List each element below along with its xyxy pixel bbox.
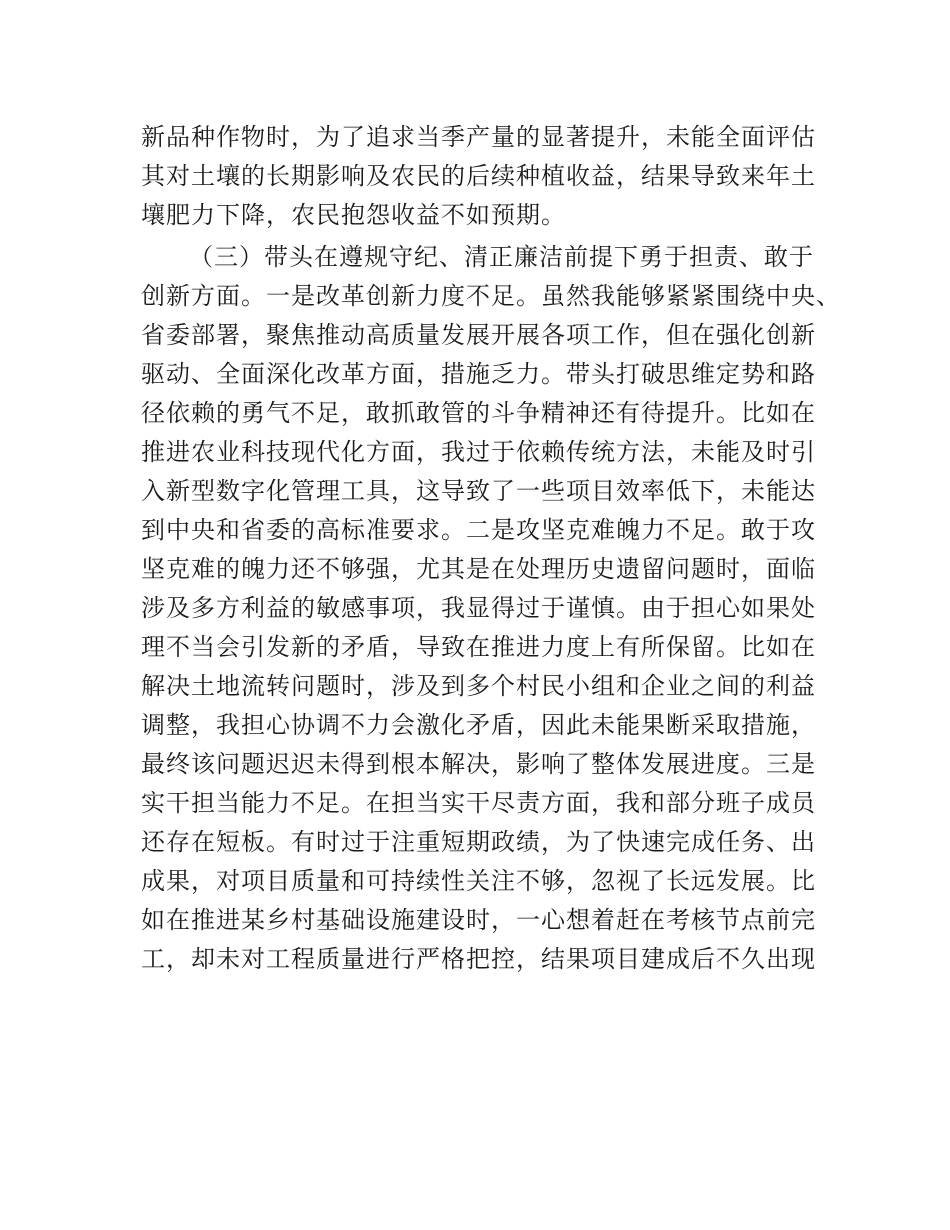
paragraph-continuation [141,118,816,235]
text-line: 壤肥力下降，农民抱怨收益不如预期。 [141,201,566,229]
text-line: 涉及多方利益的敏感事项，我显得过于谨慎。由于担心如果处 [141,594,816,622]
text-line: 省委部署，聚焦推动高质量发展开展各项工作，但在强化创新 [141,321,816,349]
text-line: 驱动、全面深化改革方面，措施乏力。带头打破思维定势和路 [141,360,816,388]
text-line: 最终该问题迟迟未得到根本解决，影响了整体发展进度。三是 [141,750,816,778]
text-line: 实干担当能力不足。在担当实干尽责方面，我和部分班子成员 [141,789,816,817]
paragraph-section-three [141,238,841,979]
text-line: 调整，我担心协调不力会激化矛盾，因此未能果断采取措施， [141,711,816,739]
text-line: 如在推进某乡村基础设施建设时，一心想着赶在考核节点前完 [141,906,816,934]
text-line: 坚克难的魄力还不够强，尤其是在处理历史遗留问题时，面临 [141,555,816,583]
text-line: 入新型数字化管理工具，这导致了一些项目效率低下，未能达 [141,477,816,505]
text-line: 到中央和省委的高标准要求。二是攻坚克难魄力不足。敢于攻 [141,516,816,544]
text-line: 工，却未对工程质量进行严格把控，结果项目建成后不久出现 [141,945,816,973]
text-line: 新品种作物时，为了追求当季产量的显著提升，未能全面评估 [141,123,816,151]
text-line: 径依赖的勇气不足，敢抓敢管的斗争精神还有待提升。比如在 [141,399,816,427]
text-line: 成果，对项目质量和可持续性关注不够，忽视了长远发展。比 [141,867,816,895]
text-line: 理不当会引发新的矛盾，导致在推进力度上有所保留。比如在 [141,633,816,661]
text-line: 解决土地流转问题时，涉及到多个村民小组和企业之间的利益 [141,672,816,700]
text-line: 创新方面。一是改革创新力度不足。虽然我能够紧紧围绕中央、 [141,282,841,310]
text-line: 还存在短板。有时过于注重短期政绩，为了快速完成任务、出 [141,828,816,856]
text-line-heading: （三）带头在遵规守纪、清正廉洁前提下勇于担责、敢于 [189,243,814,271]
text-line: 推进农业科技现代化方面，我过于依赖传统方法，未能及时引 [141,438,816,466]
text-line: 其对土壤的长期影响及农民的后续种植收益，结果导致来年土 [141,162,816,190]
